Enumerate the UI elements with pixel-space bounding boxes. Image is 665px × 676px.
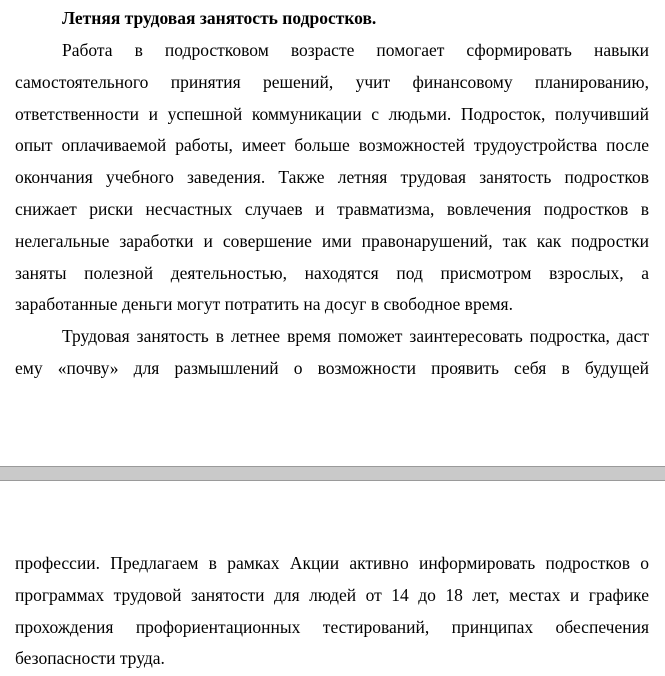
paragraph-1: Работа в подростковом возрасте помогает сформировать навыки самостоятельного принятия решений, учит финансовому планированию, ответственности и успешной коммуникации с людьми. Подросток, получивший опыт оплачиваемой работы, имеет больше возможностей трудоустройства после окончания учебного заведения. Также летняя трудовая занятость подростков снижает риски несчастных случаев и травматизма, вовлечения подростков в нелегальные заработки и совершение ими правонарушений, так как подростки заняты полезной деятельностью, находятся под присмотром взрослых, а заработанные деньги могут потратить на досуг в свободное время. xyxy=(15,40,649,315)
paragraph-2-start: Трудовая занятость в летнее время поможет заинтересовать подростка, даст ему «почву» для размышлений о возможности проявить себя в будущей xyxy=(15,326,649,378)
page-1-body xyxy=(15,35,649,385)
document-page-2 xyxy=(0,481,665,676)
paragraph-2-continuation: профессии. Предлагаем в рамках Акции активно информировать подростков о программах трудовой занятости для людей от 14 до 18 лет, местах и графике прохождения профориентационных тестирований, принципах обеспечения безопасности труда. xyxy=(15,553,649,669)
page-break-divider xyxy=(0,466,665,481)
page-2-body xyxy=(15,548,649,675)
document-heading: Летняя трудовая занятость подростков. xyxy=(62,8,377,28)
